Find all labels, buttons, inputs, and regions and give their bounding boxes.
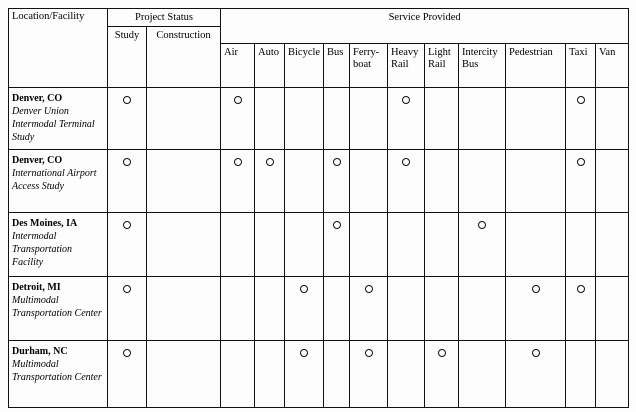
location-city: Durham, NC [12,346,68,358]
table-row [9,150,629,212]
service-cell-taxi [566,150,596,212]
service-cell-bicycle [285,212,324,276]
service-header-van: Van [596,44,629,88]
location-city: Detroit, MI [12,281,61,293]
service-header-taxi: Taxi [566,44,596,88]
facility-name: Intermodal Transportation Facility [12,230,73,268]
service-cell-taxi [566,276,596,340]
facility-name: Multimodal Transportation Center [12,294,102,319]
service-header-pedestrian: Pedestrian [506,44,566,88]
service-cell-pedestrian [506,341,566,408]
circle-marker-icon [577,285,585,293]
service-provided-header: Service Provided [221,9,629,44]
service-cell-van [596,150,629,212]
service-cell-auto [255,212,285,276]
service-cell-heavy-rail [388,276,425,340]
location-cell [9,276,108,340]
table-row [9,276,629,340]
service-header-light-rail: Light Rail [425,44,459,88]
service-cell-taxi [566,212,596,276]
service-cell-auto [255,276,285,340]
service-cell-bus [324,88,350,150]
circle-marker-icon [402,96,410,104]
service-cell-air [221,276,255,340]
service-cell-bicycle [285,276,324,340]
table-row [9,341,629,408]
service-cell-air [221,212,255,276]
circle-marker-icon [333,221,341,229]
service-cell-ferry-boat [350,212,388,276]
location-cell [9,88,108,150]
circle-marker-icon [123,285,131,293]
service-cell-intercity-bus [459,341,506,408]
service-cell-auto [255,88,285,150]
service-cell-taxi [566,341,596,408]
service-cell-pedestrian [506,212,566,276]
circle-marker-icon [532,349,540,357]
service-cell-auto [255,150,285,212]
construction-cell [147,212,221,276]
circle-marker-icon [123,221,131,229]
facility-name: Multimodal Transportation Center [12,359,102,384]
circle-marker-icon [532,285,540,293]
service-cell-bus [324,212,350,276]
service-header-auto: Auto [255,44,285,88]
service-cell-bicycle [285,341,324,408]
service-cell-van [596,212,629,276]
location-cell [9,341,108,408]
service-cell-heavy-rail [388,88,425,150]
service-cell-taxi [566,88,596,150]
facility-name: International Airport Access Study [12,168,97,193]
service-cell-light-rail [425,341,459,408]
service-cell-ferry-boat [350,341,388,408]
circle-marker-icon [234,158,242,166]
service-header-bicycle: Bicycle [285,44,324,88]
circle-marker-icon [123,96,131,104]
service-cell-intercity-bus [459,88,506,150]
service-cell-heavy-rail [388,341,425,408]
service-cell-bus [324,150,350,212]
service-cell-ferry-boat [350,150,388,212]
service-cell-bus [324,276,350,340]
study-cell [108,88,147,150]
service-cell-ferry-boat [350,276,388,340]
service-cell-intercity-bus [459,276,506,340]
circle-marker-icon [266,158,274,166]
service-cell-van [596,276,629,340]
location-city: Denver, CO [12,155,63,167]
table-row [9,88,629,150]
service-cell-light-rail [425,150,459,212]
service-header-heavy-rail: Heavy Rail [388,44,425,88]
service-cell-heavy-rail [388,150,425,212]
construction-cell [147,341,221,408]
construction-cell [147,150,221,212]
service-header-air: Air [221,44,255,88]
table-header [9,9,629,88]
construction-cell [147,88,221,150]
service-cell-intercity-bus [459,150,506,212]
service-cell-ferry-boat [350,88,388,150]
circle-marker-icon [123,158,131,166]
location-facility-header: Location/Facility [9,9,108,88]
service-cell-air [221,88,255,150]
study-cell [108,341,147,408]
project-status-header: Project Status [108,9,221,27]
circle-marker-icon [234,96,242,104]
service-cell-air [221,150,255,212]
circle-marker-icon [478,221,486,229]
service-cell-auto [255,341,285,408]
location-cell [9,212,108,276]
study-cell [108,276,147,340]
service-cell-light-rail [425,88,459,150]
service-cell-van [596,341,629,408]
circle-marker-icon [300,285,308,293]
facility-name: Denver Union Intermodal Terminal Study [12,106,95,143]
study-cell [108,212,147,276]
circle-marker-icon [333,158,341,166]
service-header-bus: Bus [324,44,350,88]
circle-marker-icon [577,96,585,104]
service-cell-pedestrian [506,276,566,340]
circle-marker-icon [438,349,446,357]
location-city: Des Moines, IA [12,217,78,229]
study-cell [108,150,147,212]
service-header-ferry-boat: Ferry-boat [350,44,388,88]
location-cell [9,150,108,212]
table-row [9,212,629,276]
circle-marker-icon [123,349,131,357]
service-cell-bus [324,341,350,408]
location-city: Denver, CO [12,93,63,104]
service-cell-pedestrian [506,88,566,150]
circle-marker-icon [365,285,373,293]
facility-service-table [8,8,629,408]
service-cell-van [596,88,629,150]
service-cell-bicycle [285,88,324,150]
construction-header: Construction [147,27,221,88]
service-cell-pedestrian [506,150,566,212]
service-cell-bicycle [285,150,324,212]
service-cell-air [221,341,255,408]
service-cell-intercity-bus [459,212,506,276]
study-header: Study [108,27,147,88]
service-cell-light-rail [425,212,459,276]
table-body [9,88,629,408]
service-header-intercity-bus: Intercity Bus [459,44,506,88]
circle-marker-icon [300,349,308,357]
circle-marker-icon [402,158,410,166]
service-cell-heavy-rail [388,212,425,276]
circle-marker-icon [365,349,373,357]
service-cell-light-rail [425,276,459,340]
circle-marker-icon [577,158,585,166]
construction-cell [147,276,221,340]
